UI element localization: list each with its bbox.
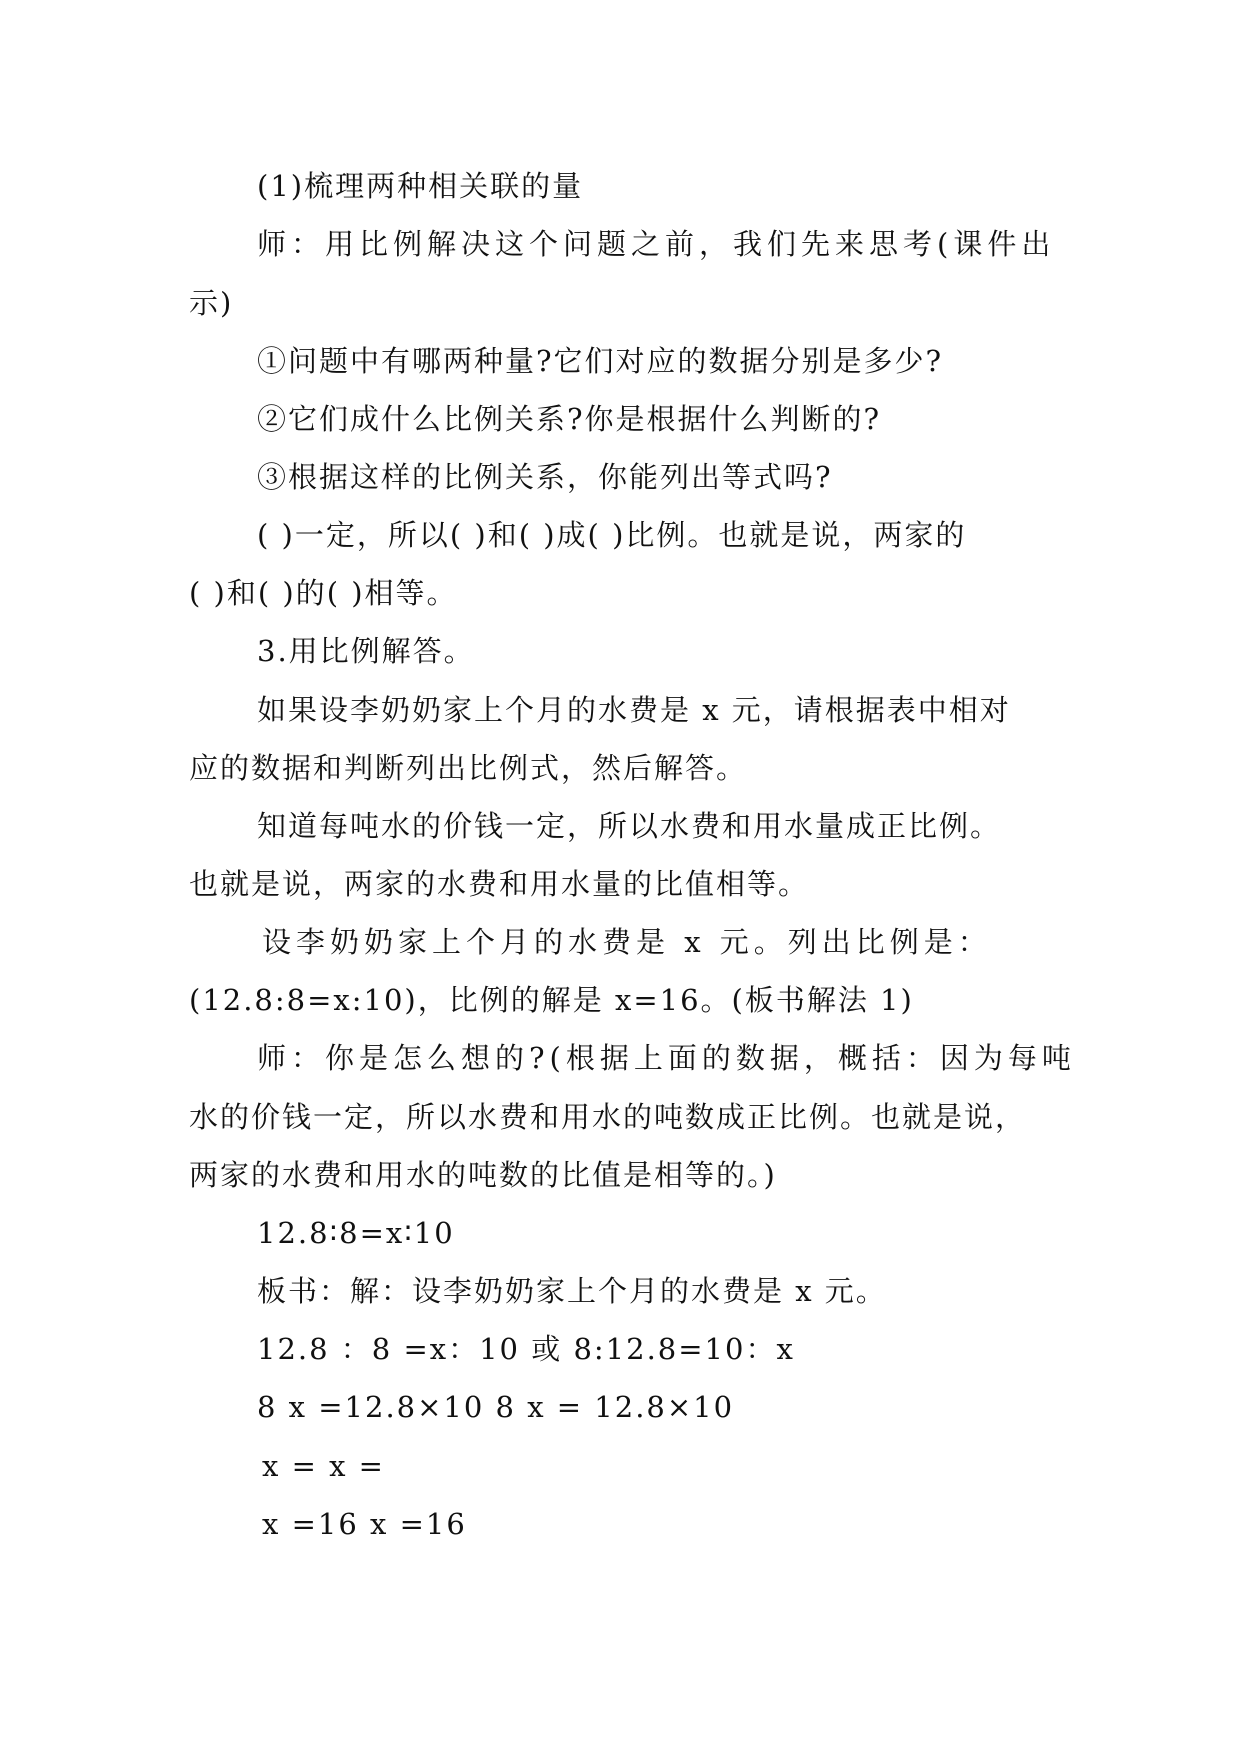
text-line: 12.8 ：8 =x：10 或 8:12.8=10：x — [257, 1332, 795, 1366]
text-line: ③根据这样的比例关系，你能列出等式吗? — [257, 460, 833, 494]
text-line: x = x = — [262, 1449, 385, 1483]
text-line: 水的价钱一定，所以水费和用水的吨数成正比例。也就是说， — [189, 1100, 1027, 1134]
text-line: x =16 x =16 — [262, 1507, 467, 1541]
text-line: 板书：解：设李奶奶家上个月的水费是 x 元。 — [257, 1274, 887, 1308]
text-line: 8 x =12.8×10 8 x = 12.8×10 — [257, 1390, 735, 1424]
text-line: ( )一定，所以( )和( )成( )比例。也就是说，两家的 — [257, 518, 967, 552]
text-line: 两家的水费和用水的吨数的比值是相等的。) — [189, 1158, 777, 1192]
text-line: 示) — [189, 286, 234, 320]
text-line: 3.用比例解答。 — [257, 634, 475, 668]
text-line: 设李奶奶家上个月的水费是 x 元。列出比例是： — [262, 925, 992, 959]
text-line: 应的数据和判断列出比例式，然后解答。 — [189, 751, 748, 785]
text-line: (1)梳理两种相关联的量 — [257, 169, 584, 203]
text-line: 也就是说，两家的水费和用水量的比值相等。 — [189, 867, 810, 901]
text-line: 如果设李奶奶家上个月的水费是 x 元，请根据表中相对 — [257, 693, 1011, 727]
text-line: 师：你是怎么想的?(根据上面的数据，概括：因为每吨 — [257, 1041, 1076, 1075]
text-line: (12.8:8=x:10)，比例的解是 x=16。(板书解法 1) — [189, 983, 914, 1017]
text-line: ( )和( )的( )相等。 — [189, 576, 458, 610]
text-line: ②它们成什么比例关系?你是根据什么判断的? — [257, 402, 882, 436]
text-line: 师：用比例解决这个问题之前，我们先来思考(课件出 — [257, 227, 1056, 261]
text-line: ①问题中有哪两种量?它们对应的数据分别是多少? — [257, 344, 944, 378]
text-line: 12.8∶8=x∶10 — [257, 1216, 455, 1250]
text-line: 知道每吨水的价钱一定，所以水费和用水量成正比例。 — [257, 809, 1002, 843]
